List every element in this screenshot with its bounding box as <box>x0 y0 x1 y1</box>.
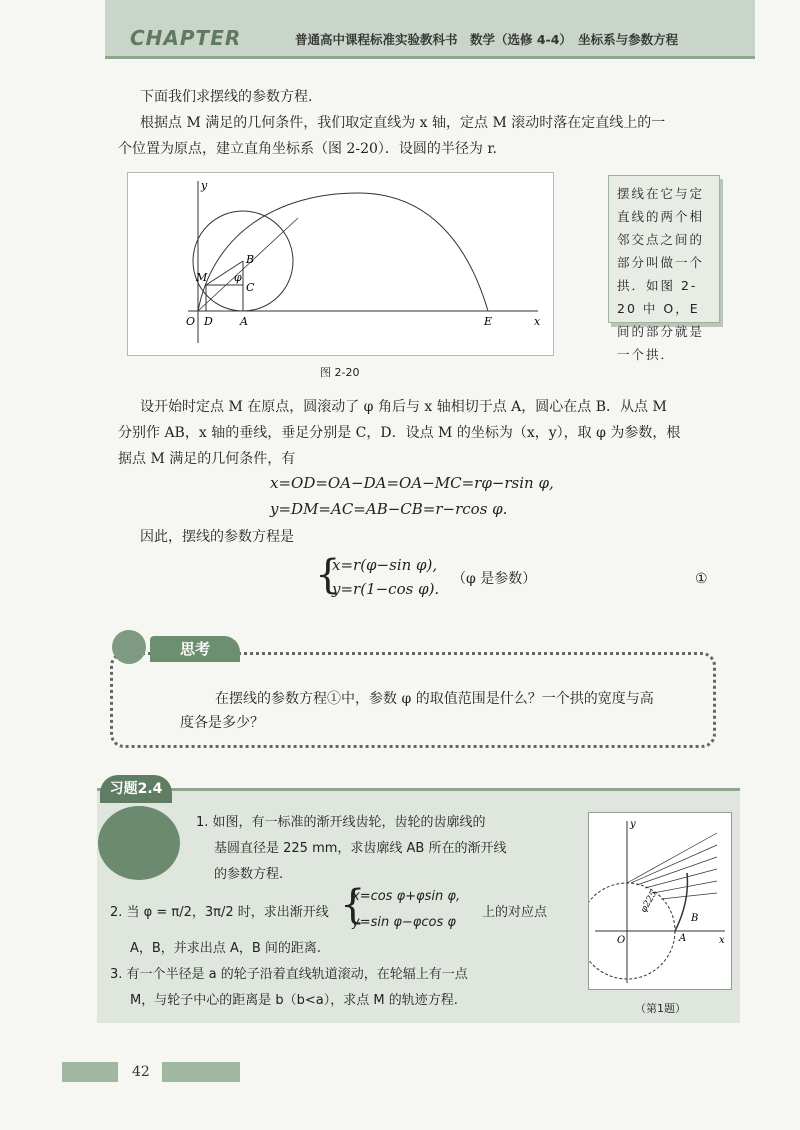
cycloid-figure <box>127 172 554 356</box>
book-title: 普通高中课程标准实验教科书 数学（选修 4-4） 坐标系与参数方程 <box>295 32 679 47</box>
tooth-lines <box>627 833 717 899</box>
intro-line-2: 根据点 M 满足的几何条件，我们取定直线为 x 轴，定点 M 滚动时落在定直线上的一 <box>140 115 666 131</box>
side-note: 摆线在它与定直线的两个相邻交点之间的部分叫做一个拱．如图 2-20 中 O，E 间的部分就是一个拱． <box>608 175 720 323</box>
chapter-label: CHAPTER <box>130 26 242 50</box>
think-line-1: 在摆线的参数方程①中，参数 φ 的取值范围是什么？一个拱的宽度与高 <box>215 691 654 707</box>
page-bar-left <box>62 1062 118 1082</box>
ex-label-o: O <box>617 935 626 946</box>
q3-line-1: 3. 有一个半径是 a 的轮子沿着直线轨道滚动，在轮辐上有一点 <box>110 967 468 982</box>
equation-number: ① <box>695 571 708 587</box>
think-tab: 思考 <box>150 636 240 662</box>
involute-figure <box>588 812 732 990</box>
result-intro: 因此，摆线的参数方程是 <box>140 529 294 545</box>
label-c: C <box>246 281 255 294</box>
q2-eq-2: y=sin φ−φcos φ <box>352 915 456 930</box>
exercise-tab: 习题2.4 <box>100 775 172 803</box>
derivation-eq-1: x=OD=OA−DA=OA−MC=rφ−rsin φ, <box>270 474 554 492</box>
label-a: A <box>240 315 248 328</box>
ex-label-y: y <box>630 819 636 830</box>
label-o: O <box>186 315 196 328</box>
intro-line-3: 个位置为原点，建立直角坐标系（图 2-20）．设圆的半径为 r. <box>118 141 497 157</box>
book-icon <box>98 806 180 880</box>
result-eq-1: x=r(φ−sin φ), <box>332 556 438 574</box>
figure-caption: 图 2-20 <box>320 366 360 379</box>
involute-curve-ab <box>675 873 687 931</box>
brace: { <box>315 552 341 598</box>
q2-brace: { <box>340 882 366 928</box>
q2-suffix: 上的对应点 <box>482 905 548 920</box>
derivation-line-1: 设开始时定点 M 在原点，圆滚动了 φ 角后与 x 轴相切于点 A，圆心在点 B．从点 M <box>140 399 667 415</box>
q2-prefix: 2. 当 φ = π/2，3π/2 时，求出渐开线 <box>110 905 329 920</box>
result-param: （φ 是参数） <box>452 571 537 587</box>
q3-line-2: M，与轮子中心的距离是 b（b<a），求点 M 的轨迹方程. <box>130 993 458 1008</box>
ex-label-dim: φ225 <box>638 889 660 915</box>
page-bar-right <box>162 1062 240 1082</box>
q1-line-3: 的参数方程. <box>214 867 284 882</box>
result-eq-2: y=r(1−cos φ). <box>332 580 440 598</box>
ex-label-x: x <box>719 935 725 946</box>
derivation-line-2: 分别作 AB，x 轴的垂线，垂足分别是 C，D．设点 M 的坐标为（x，y），取 φ 为参数，根 <box>118 425 681 441</box>
q2-line-2: A，B，并求出点 A，B 间的距离. <box>130 941 322 956</box>
ex-label-a: A <box>679 933 687 944</box>
involute-diagram <box>589 813 731 989</box>
label-x: x <box>534 315 541 328</box>
derivation-line-3: 据点 M 满足的几何条件，有 <box>118 451 296 467</box>
label-d: D <box>204 315 213 328</box>
exercise-fig-caption: （第1题） <box>635 1002 686 1015</box>
label-phi: φ <box>234 271 242 284</box>
key-icon <box>112 630 146 664</box>
label-e: E <box>484 315 493 328</box>
q1-line-1: 1. 如图，有一标准的渐开线齿轮，齿轮的齿廓线的 <box>196 815 486 830</box>
derivation-eq-2: y=DM=AC=AB−CB=r−rcos φ. <box>270 500 508 518</box>
label-m: M <box>196 271 208 284</box>
intro-line-1: 下面我们求摆线的参数方程. <box>140 89 313 105</box>
page-number: 42 <box>132 1064 150 1080</box>
ex-label-b: B <box>691 913 699 924</box>
label-b: B <box>246 253 255 266</box>
label-y: y <box>201 179 208 192</box>
think-line-2: 度各是多少？ <box>180 715 264 731</box>
q1-line-2: 基圆直径是 225 mm，求齿廓线 AB 所在的渐开线 <box>214 841 507 856</box>
cycloid-diagram <box>128 173 553 355</box>
q2-eq-1: x=cos φ+φsin φ, <box>352 889 461 904</box>
